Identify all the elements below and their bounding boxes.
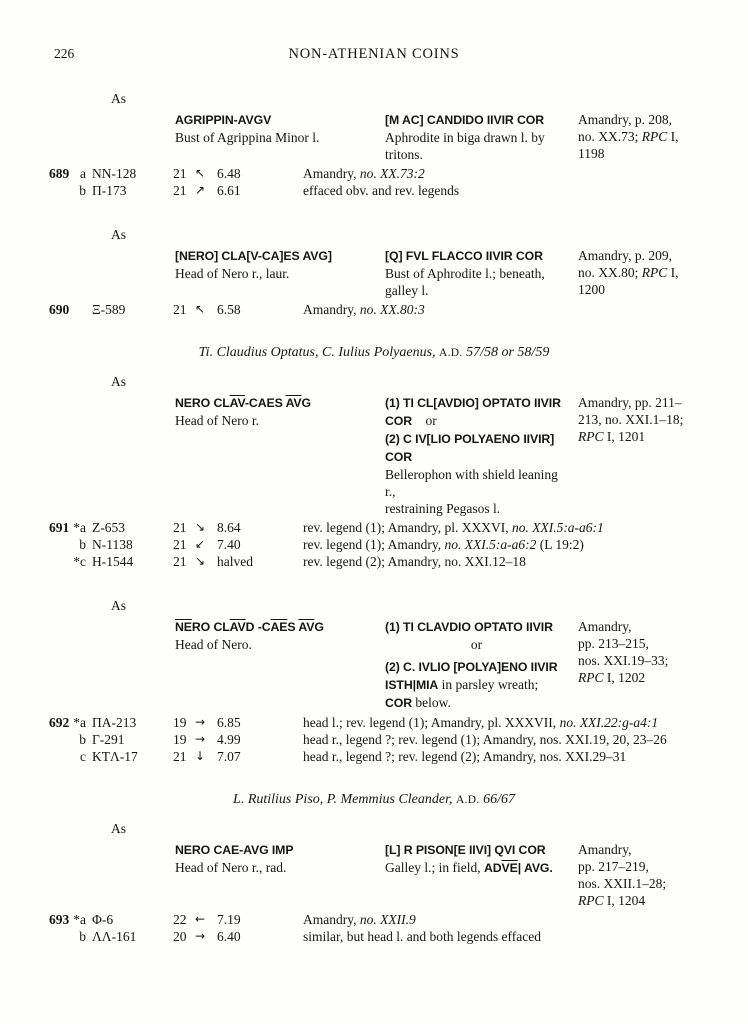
weight: halved (217, 554, 253, 569)
reverse-line (385, 265, 568, 282)
text-segment: RPC (641, 129, 668, 144)
text-segment: in parsley wreath; (438, 677, 539, 692)
weight: 7.40 (217, 537, 241, 552)
page-header (0, 0, 748, 64)
text-segment: A.D. (439, 347, 463, 359)
entry-row (0, 731, 748, 748)
entry-note (303, 519, 748, 536)
text-segment: RPC (641, 265, 668, 280)
reverse-line (385, 676, 568, 694)
entry-letter: a (80, 166, 86, 181)
text-segment: Bellerophon with shield leaning r., (385, 467, 558, 499)
entry-list (0, 911, 748, 945)
entry-note (303, 731, 748, 748)
obverse-column (175, 618, 385, 712)
specimen-id: H-1544 (92, 554, 134, 569)
text-segment: no. XX.80:3 (359, 302, 425, 317)
text-segment: G (314, 620, 324, 634)
text-segment: no. XXII.9 (359, 912, 416, 927)
reverse-column (385, 841, 578, 909)
spacer (0, 111, 175, 163)
obverse-line (175, 859, 385, 876)
text-segment: no. XX.73; (578, 129, 642, 144)
obverse-column (175, 247, 385, 299)
reference-column (578, 394, 748, 517)
text-segment: S (287, 620, 299, 634)
reverse-line (385, 448, 568, 466)
diameter: 19 (173, 715, 187, 730)
text-segment: -CAES (244, 396, 286, 410)
reference-column (578, 618, 748, 712)
text-segment: Amandry, pp. 211– (578, 395, 682, 410)
diameter: 21 (173, 520, 187, 535)
text-segment: Amandry, p. 209, (578, 248, 672, 263)
overlined-text: $\overline{AV}$ (229, 620, 246, 634)
die-axis-arrow: ↓ (195, 749, 206, 763)
reverse-line (385, 412, 568, 430)
specimen-id: NN-128 (92, 166, 137, 181)
entry-row (0, 928, 748, 945)
issue-heading (0, 345, 748, 361)
overlined-text: $\overline{AV}$ (285, 396, 302, 410)
entry-number: 691 (49, 520, 70, 535)
entry-row (0, 748, 748, 765)
coin-type-block (0, 841, 748, 909)
entry-letter: c (80, 749, 86, 764)
specimen-id: Π-173 (92, 183, 127, 198)
specimen-id: Φ-6 (92, 912, 114, 927)
reference-line (578, 394, 748, 411)
entry-row (0, 301, 748, 318)
text-segment: no. XXI.22:g-a4:1 (559, 715, 659, 730)
diameter: 21 (173, 183, 187, 198)
entry-number (49, 553, 72, 570)
die-axis-arrow: ↖ (195, 302, 206, 316)
text-segment: head l.; rev. legend (1); Amandry, pl. XXXVII, (303, 715, 560, 730)
text-segment: Head of Nero r., rad. (175, 860, 287, 875)
reference-line (578, 247, 748, 264)
text-segment: no. XXI.5:a-a6:1 (511, 520, 604, 535)
reverse-column (385, 394, 578, 517)
text-segment: NERO CAE-AVG IMP (175, 843, 294, 857)
weight: 7.19 (217, 912, 241, 927)
overlined-text: $\overline{AV}$ (298, 620, 315, 634)
reference-line (578, 411, 748, 428)
overlined-text: $\overline{AV}$ (229, 396, 245, 410)
denomination-label: As (111, 374, 127, 389)
entry-list (0, 519, 748, 570)
text-segment: Head of Nero r., laur. (175, 266, 290, 281)
text-segment: tritons. (385, 147, 423, 162)
die-axis-arrow: ↗ (195, 183, 206, 197)
text-segment: nos. XXII.1–28; (578, 876, 667, 891)
text-segment: 57/58 or 58/59 (462, 345, 550, 360)
weight: 7.07 (217, 749, 241, 764)
die-axis-arrow: ← (195, 912, 206, 926)
reverse-line (385, 146, 568, 163)
text-segment: Galley l.; in field, (385, 860, 484, 875)
reference-line (578, 669, 748, 686)
issue-heading (0, 792, 748, 808)
reverse-line (385, 658, 568, 676)
reference-line (578, 111, 748, 128)
text-segment: RO CL (191, 620, 230, 634)
die-axis-arrow: ↙ (195, 537, 206, 551)
denomination-label: As (111, 227, 127, 242)
page-number: 226 (54, 46, 75, 61)
text-segment: pp. 213–215, (578, 636, 649, 651)
specimen-id: ΛΛ-161 (92, 929, 137, 944)
coin-type-block (0, 394, 748, 517)
obverse-line (175, 841, 385, 859)
entry-row (0, 182, 748, 199)
entry-row (0, 536, 748, 553)
text-segment: [M AC] CANDIDO IIVIR COR (385, 113, 545, 127)
reference-line (578, 652, 748, 669)
text-segment: Amandry, p. 208, (578, 112, 672, 127)
entry-row (0, 519, 748, 536)
text-segment: effaced obv. and rev. legends (303, 183, 460, 198)
text-segment: (1) TI CL[AVDIO] OPTATO IIVIR (385, 396, 561, 410)
text-segment: Amandry, (303, 166, 360, 181)
text-segment: A.D. (456, 794, 480, 806)
entry-row (0, 553, 748, 570)
text-segment: rev. legend (1); Amandry, pl. XXXVI, (303, 520, 512, 535)
obverse-column (175, 841, 385, 909)
reverse-column (385, 618, 578, 712)
reverse-line (385, 247, 568, 265)
denomination-label: As (111, 598, 127, 613)
text-segment: no. XX.73:2 (359, 166, 425, 181)
coin-type-block (0, 111, 748, 163)
reference-column (578, 111, 748, 163)
obverse-line (175, 129, 385, 146)
text-segment: RPC (578, 670, 604, 685)
text-segment: head r., legend ?; rev. legend (1); Amandry, nos. XXI.19, 20, 23–26 (303, 732, 667, 747)
reverse-line (385, 111, 568, 129)
weight: 8.64 (217, 520, 241, 535)
text-segment: Aphrodite in biga drawn l. by (385, 130, 545, 145)
denomination-label: As (111, 91, 127, 106)
entry-letter: *a (73, 912, 86, 927)
die-axis-arrow: → (195, 929, 206, 943)
reverse-line (385, 618, 568, 636)
coin-type-block (0, 618, 748, 712)
catalog-section (0, 226, 748, 318)
reference-column (578, 247, 748, 299)
text-segment: Amandry, (303, 302, 360, 317)
reference-line (578, 892, 748, 909)
text-segment: below. (412, 695, 451, 710)
reference-line (578, 428, 748, 445)
text-segment: Amandry, (578, 619, 632, 634)
obverse-line (175, 412, 385, 429)
text-segment: Head of Nero r. (175, 413, 259, 428)
diameter: 21 (173, 166, 187, 181)
entry-letter: b (79, 929, 86, 944)
text-segment: (2) C. IVLIO [POLYA]ENO IIVIR (385, 660, 558, 674)
reverse-line (385, 500, 568, 517)
specimen-id: Z-653 (92, 520, 125, 535)
reference-line (578, 841, 748, 858)
entry-letter: b (79, 732, 86, 747)
entry-letter: b (79, 183, 86, 198)
entry-note (303, 748, 748, 765)
overlined-text: $\overline{VE}$ (501, 861, 518, 875)
text-segment: ISTH|MIA (385, 678, 439, 692)
diameter: 21 (173, 554, 187, 569)
entry-note (303, 928, 748, 945)
text-segment: nos. XXI.19–33; (578, 653, 669, 668)
text-segment: (2) C IV[LIO POLYAENO IIVIR] (385, 432, 555, 446)
text-segment: head r., legend ?; rev. legend (2); Amandry, nos. XXI.29–31 (303, 749, 627, 764)
text-segment: COR (385, 696, 413, 710)
reference-column (578, 841, 748, 909)
entry-list (0, 714, 748, 765)
text-segment: COR (385, 450, 413, 464)
text-segment: rev. legend (2); Amandry, no. XXI.12–18 (303, 554, 526, 569)
text-segment: AD (483, 861, 502, 875)
text-segment: I, 1204 (603, 893, 646, 908)
weight: 6.85 (217, 715, 241, 730)
obverse-line (175, 247, 385, 265)
text-segment: or (412, 413, 437, 428)
entry-row (0, 165, 748, 182)
text-segment: Amandry, (303, 912, 360, 927)
die-axis-arrow: → (195, 732, 206, 746)
die-axis-arrow: ↖ (195, 166, 206, 180)
diameter: 21 (173, 749, 187, 764)
reverse-line (385, 282, 568, 299)
spacer (0, 394, 175, 517)
specimen-id: N-1138 (92, 537, 133, 552)
entry-note (303, 536, 748, 553)
specimen-id: ΠA-213 (92, 715, 137, 730)
weight: 6.61 (217, 183, 241, 198)
obverse-column (175, 111, 385, 163)
entry-letter: *a (73, 715, 86, 730)
catalog (0, 90, 748, 945)
entry-list (0, 301, 748, 318)
text-segment: pp. 217–219, (578, 859, 649, 874)
text-segment: Bust of Agrippina Minor l. (175, 130, 320, 145)
coin-type-block (0, 247, 748, 299)
weight: 6.58 (217, 302, 241, 317)
catalog-section (0, 597, 748, 765)
text-segment: I, (667, 129, 679, 144)
text-segment: no. XXI.5:a-a6:2 (444, 537, 537, 552)
die-axis-arrow: ↘ (195, 520, 206, 534)
reference-line (578, 875, 748, 892)
entry-number: 693 (49, 912, 70, 927)
die-axis-arrow: → (195, 715, 206, 729)
entry-row (0, 911, 748, 928)
text-segment: G (301, 396, 312, 410)
reverse-line (385, 694, 568, 712)
die-axis-arrow: ↘ (195, 554, 206, 568)
reverse-line (385, 394, 568, 412)
specimen-id: KTΛ-17 (92, 749, 138, 764)
diameter: 22 (173, 912, 187, 927)
text-segment: AGRIPPIN-AVGV (175, 113, 272, 127)
overlined-text: $\overline{NE}$ (175, 620, 192, 634)
entry-number (49, 182, 72, 199)
catalog-section (0, 90, 748, 199)
diameter: 21 (173, 537, 187, 552)
diameter: 20 (173, 929, 187, 944)
spacer (0, 618, 175, 712)
entry-number: 690 (49, 302, 70, 317)
reference-line (578, 635, 748, 652)
reference-line (578, 145, 748, 162)
text-segment: RPC (578, 893, 604, 908)
entry-note (303, 301, 748, 318)
reverse-line (385, 129, 568, 146)
entry-number (49, 536, 72, 553)
denomination-label: As (111, 821, 127, 836)
catalog-section (0, 792, 748, 945)
entry-note (303, 182, 748, 199)
reference-line (578, 264, 748, 281)
obverse-line (175, 618, 385, 636)
text-segment: no. XX.80; (578, 265, 642, 280)
entry-row (0, 714, 748, 731)
reference-line (578, 281, 748, 298)
obverse-line (175, 111, 385, 129)
spacer (0, 247, 175, 299)
diameter: 21 (173, 302, 187, 317)
entry-number (49, 748, 72, 765)
diameter: 19 (173, 732, 187, 747)
text-segment: [Q] FVL FLACCO IIVIR COR (385, 249, 543, 263)
text-segment: 1198 (578, 146, 605, 161)
entry-note (303, 553, 748, 570)
text-segment: 213, no. XXI.1–18; (578, 412, 684, 427)
text-segment: (1) TI CLAVDIO OPTATO IIVIR (385, 620, 553, 634)
text-segment: RPC (578, 429, 604, 444)
entry-letter (72, 301, 92, 318)
text-segment: [L] R PISON[E IIVI] QVI COR (385, 843, 546, 857)
weight: 6.48 (217, 166, 241, 181)
reverse-line (385, 466, 568, 500)
text-segment: Head of Nero. (175, 637, 252, 652)
reverse-column (385, 111, 578, 163)
text-segment: I, (667, 265, 679, 280)
reverse-line (385, 841, 568, 859)
text-segment: L. Rutilius Piso, P. Memmius Cleander, (233, 792, 456, 807)
weight: 6.40 (217, 929, 241, 944)
specimen-id: Γ-291 (92, 732, 125, 747)
text-segment: 1200 (578, 282, 605, 297)
obverse-column (175, 394, 385, 517)
entry-number: 692 (49, 715, 70, 730)
obverse-line (175, 636, 385, 653)
reference-line (578, 858, 748, 875)
weight: 4.99 (217, 732, 241, 747)
text-segment: rev. legend (1); Amandry, (303, 537, 445, 552)
reference-line (578, 618, 748, 635)
spacer (0, 841, 175, 909)
reverse-line (385, 430, 568, 448)
text-segment: [NERO] CLA[V-CA]ES AVG] (175, 249, 332, 263)
entry-letter: b (79, 537, 86, 552)
reverse-line (385, 859, 568, 877)
reference-line (578, 128, 748, 145)
text-segment: galley l. (385, 283, 429, 298)
entry-letter: *a (73, 520, 86, 535)
text-segment: D -C (245, 620, 271, 634)
text-segment: Amandry, (578, 842, 632, 857)
running-title: NON-ATHENIAN COINS (288, 46, 460, 62)
entry-number: 689 (49, 166, 70, 181)
text-segment: | AVG. (517, 861, 553, 875)
text-segment: restraining Pegasos l. (385, 501, 501, 516)
entry-note (303, 714, 748, 731)
entry-list (0, 165, 748, 199)
text-segment: NERO CL (175, 396, 230, 410)
entry-note (303, 165, 748, 182)
reverse-line (385, 636, 568, 653)
entry-letter: *c (73, 554, 86, 569)
text-segment: Ti. Claudius Optatus, C. Iulius Polyaenus, (198, 345, 440, 360)
text-segment: COR (385, 414, 413, 428)
text-segment: Bust of Aphrodite l.; beneath, (385, 266, 545, 281)
obverse-line (175, 394, 385, 412)
obverse-line (175, 265, 385, 282)
catalog-section (0, 345, 748, 570)
overlined-text: $\overline{AE}$ (270, 620, 288, 634)
reverse-column (385, 247, 578, 299)
entry-number (49, 731, 72, 748)
text-segment: (L 19:2) (536, 537, 584, 552)
entry-number (49, 928, 72, 945)
text-segment: I, 1201 (603, 429, 646, 444)
specimen-id: Ξ-589 (92, 302, 126, 317)
text-segment: I, 1202 (603, 670, 646, 685)
text-segment: similar, but head l. and both legends effaced (303, 929, 542, 944)
entry-note (303, 911, 748, 928)
text-segment: or (470, 637, 483, 652)
text-segment: 66/67 (479, 792, 515, 807)
